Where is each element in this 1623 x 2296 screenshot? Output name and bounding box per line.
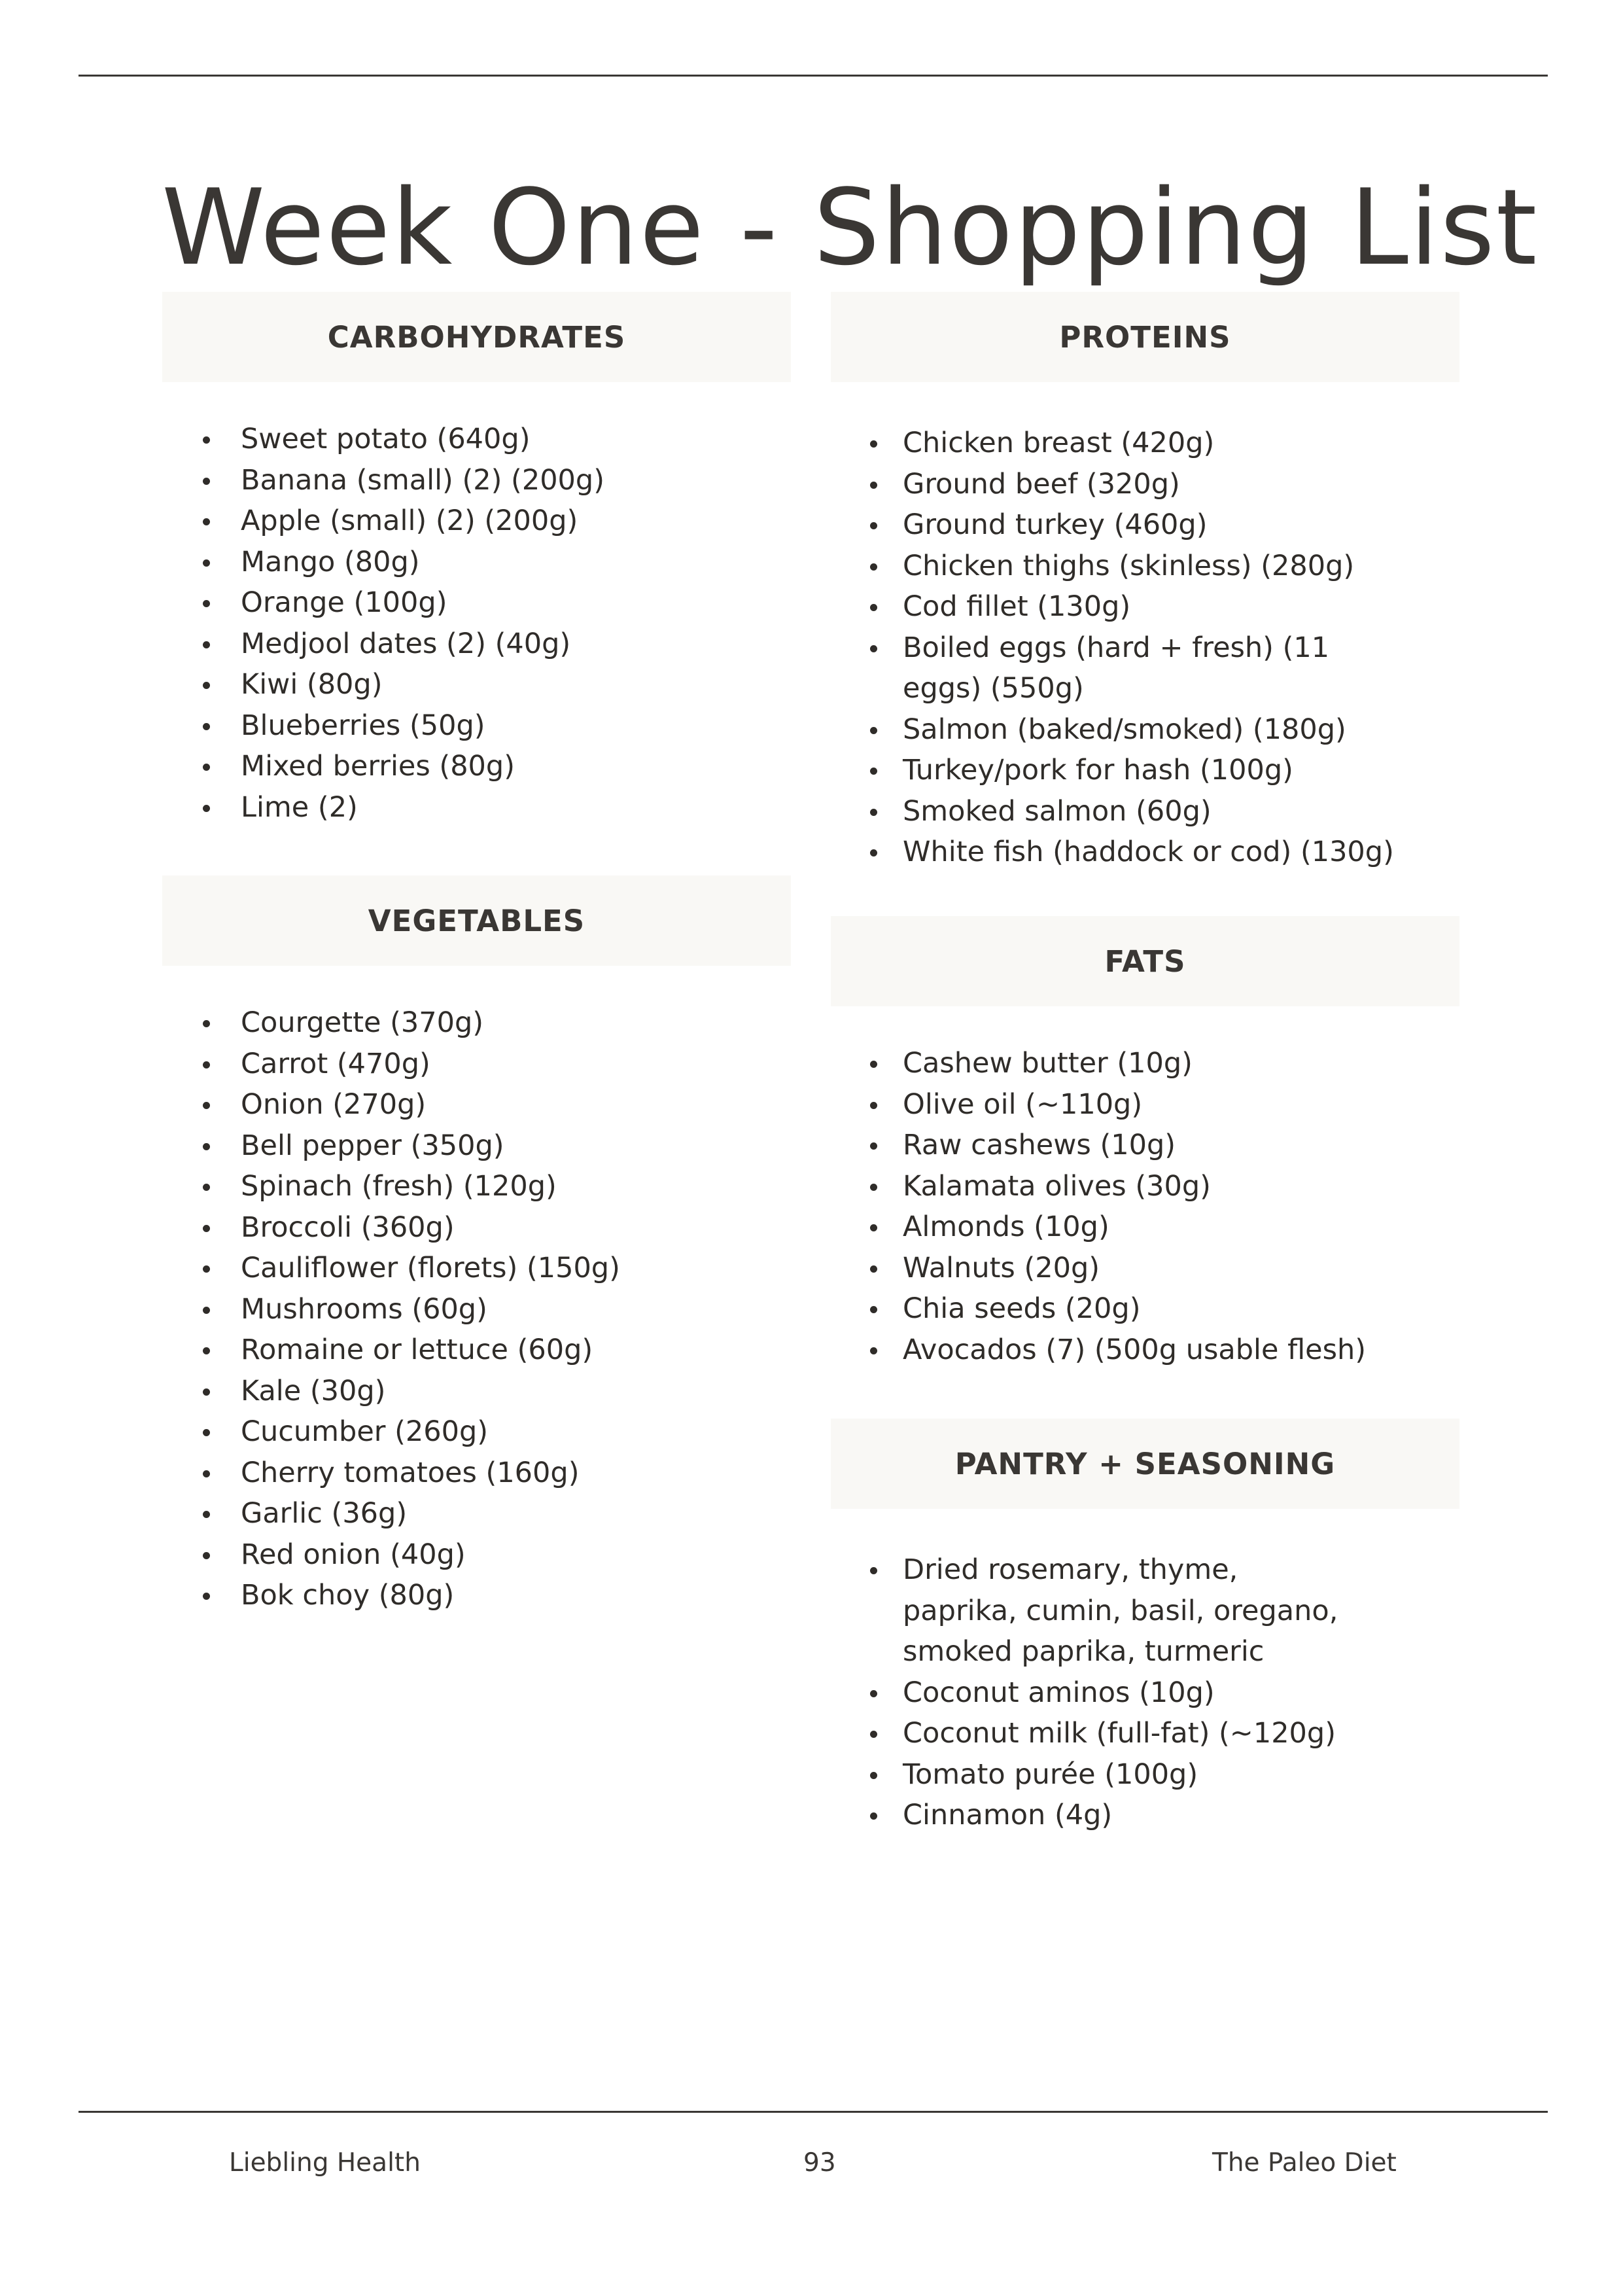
list-item: Orange (100g) [162,582,791,624]
section-heading: FATS [831,916,1459,1006]
list-item: Kalamata olives (30g) [831,1166,1459,1207]
list-item: Walnuts (20g) [831,1248,1459,1289]
list-item: Chia seeds (20g) [831,1288,1459,1330]
list-item: Apple (small) (2) (200g) [162,501,791,542]
top-rule [79,75,1548,77]
list-item: Avocados (7) (500g usable flesh) [831,1330,1459,1371]
list-item: Mushrooms (60g) [162,1289,791,1330]
vegetables-list [162,1002,791,1616]
section-heading: PROTEINS [831,292,1459,382]
list-item: Carrot (470g) [162,1044,791,1085]
list-item: Dried rosemary, thyme, paprika, cumin, basil, oregano, smoked paprika, turmeric [831,1549,1361,1672]
list-item: Medjool dates (2) (40g) [162,624,791,665]
list-item: Sweet potato (640g) [162,419,791,460]
list-item: Olive oil (~110g) [831,1084,1459,1125]
list-item: Coconut milk (full-fat) (~120g) [831,1713,1459,1754]
list-item: White fish (haddock or cod) (130g) [831,832,1459,873]
section-fats [831,916,1459,1370]
list-item: Turkey/pork for hash (100g) [831,750,1459,791]
footer-publisher: Liebling Health [229,2148,421,2178]
list-item: Spinach (fresh) (120g) [162,1166,791,1207]
list-item: Chicken thighs (skinless) (280g) [831,546,1459,587]
list-item: Mixed berries (80g) [162,746,791,787]
page-title: Week One - Shopping List [162,166,1539,289]
list-item: Smoked salmon (60g) [831,791,1459,832]
list-item: Tomato purée (100g) [831,1754,1459,1795]
list-item: Broccoli (360g) [162,1207,791,1248]
list-item: Coconut aminos (10g) [831,1672,1459,1714]
footer-page-number: 93 [803,2148,836,2178]
list-item: Kiwi (80g) [162,664,791,705]
list-item: Onion (270g) [162,1084,791,1125]
list-item: Cauliflower (florets) (150g) [162,1248,791,1289]
list-item: Cucumber (260g) [162,1411,791,1453]
section-proteins [831,292,1459,873]
list-item: Blueberries (50g) [162,705,791,747]
fats-list [831,1043,1459,1370]
list-item: Kale (30g) [162,1371,791,1412]
list-item: Boiled eggs (hard + fresh) (11 eggs) (550g) [831,627,1361,709]
list-item: Salmon (baked/smoked) (180g) [831,709,1459,751]
pantry-list [831,1549,1459,1836]
list-item: Bell pepper (350g) [162,1125,791,1167]
list-item: Almonds (10g) [831,1207,1459,1248]
list-item: Banana (small) (2) (200g) [162,460,791,501]
section-heading: CARBOHYDRATES [162,292,791,382]
list-item: Ground turkey (460g) [831,504,1459,546]
section-carbohydrates [162,292,791,828]
list-item: Garlic (36g) [162,1493,791,1534]
list-item: Ground beef (320g) [831,464,1459,505]
list-item: Red onion (40g) [162,1534,791,1576]
list-item: Romaine or lettuce (60g) [162,1330,791,1371]
list-item: Cod fillet (130g) [831,586,1459,627]
list-item: Mango (80g) [162,542,791,583]
list-item: Bok choy (80g) [162,1575,791,1616]
list-item: Chicken breast (420g) [831,423,1459,464]
section-pantry [831,1419,1459,1836]
list-item: Raw cashews (10g) [831,1125,1459,1166]
section-heading: PANTRY + SEASONING [831,1419,1459,1509]
proteins-list [831,423,1459,873]
list-item: Lime (2) [162,787,791,828]
list-item: Cherry tomatoes (160g) [162,1453,791,1494]
list-item: Cashew butter (10g) [831,1043,1459,1084]
carbohydrates-list [162,419,791,828]
bottom-rule [79,2111,1548,2113]
list-item: Cinnamon (4g) [831,1795,1459,1836]
list-item: Courgette (370g) [162,1002,791,1044]
section-heading: VEGETABLES [162,875,791,966]
section-vegetables [162,875,791,1616]
footer-book-title: The Paleo Diet [1212,2148,1397,2178]
